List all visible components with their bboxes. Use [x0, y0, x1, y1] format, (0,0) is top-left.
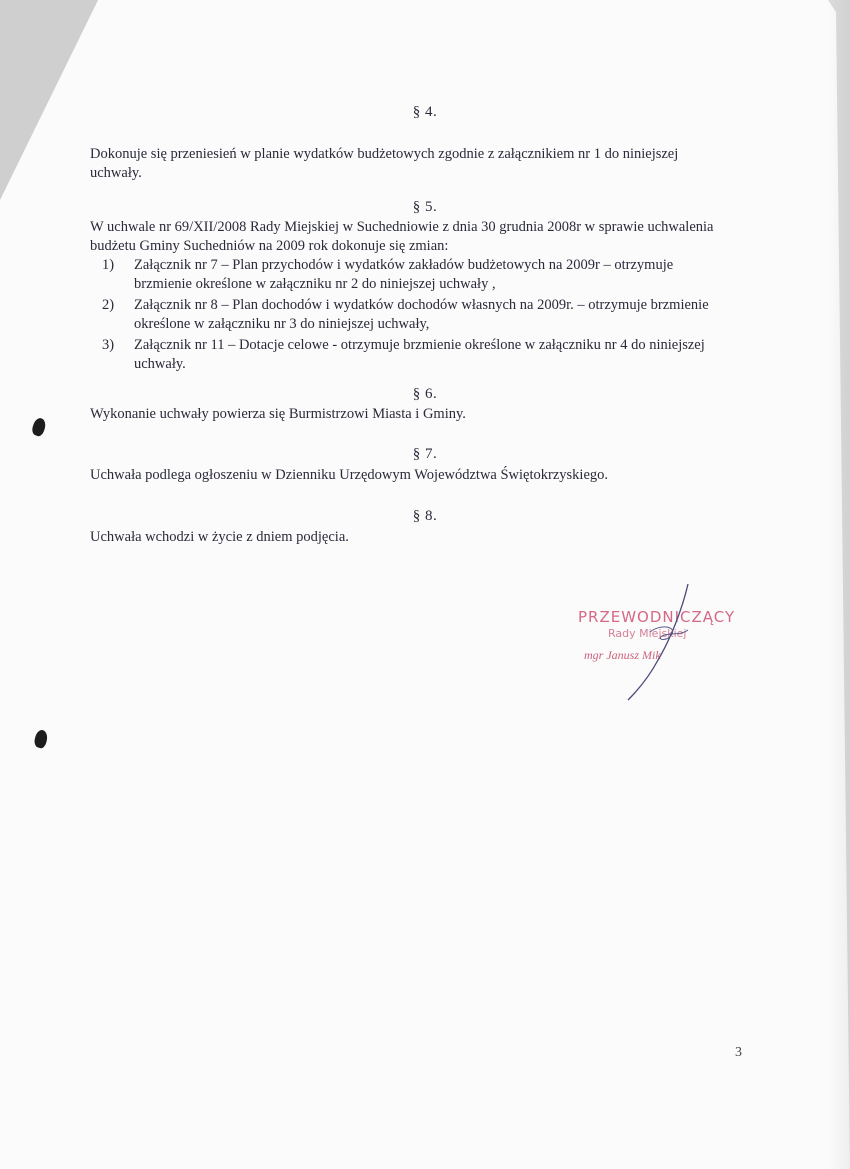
section-8-text: Uchwała wchodzi w życie z dniem podjęcia.: [90, 529, 349, 545]
stamp-title: PRZEWODNICZĄCY: [578, 608, 736, 626]
section-5-text: W uchwale nr 69/XII/2008 Rady Miejskiej w Suchedniowie z dnia 30 grudnia 2008r w sprawie uchwalenia budżetu Gminy Suchedniów na 2009 rok dokonuje się zmian:: [90, 219, 714, 254]
section-4-heading: § 4.: [412, 104, 438, 120]
list-item-text: Załącznik nr 11 – Dotacje celowe - otrzymuje brzmienie określone w załączniku nr 4 do niniejszej uchwały.: [134, 337, 705, 372]
section-7-text: Uchwała podlega ogłoszeniu w Dzienniku Urzędowym Województwa Świętokrzyskiego.: [90, 467, 609, 483]
page-number: 3: [735, 1045, 742, 1060]
section-5-heading: § 5.: [412, 199, 438, 215]
section-7-heading: § 7.: [412, 446, 438, 462]
section-6-heading: § 6.: [412, 386, 438, 402]
list-item-text: Załącznik nr 8 – Plan dochodów i wydatków dochodów własnych na 2009r. – otrzymuje brzmienie określone w załączniku nr 3 do niniejszej uchwały,: [134, 297, 709, 332]
list-item: [102, 296, 722, 334]
list-item-text: Załącznik nr 7 – Plan przychodów i wydatków zakładów budżetowych na 2009r – otrzymuje brzmienie określone w załączniku nr 2 do niniejszej uchwały ,: [134, 257, 674, 292]
section-4-text: Dokonuje się przeniesień w planie wydatków budżetowych zgodnie z załącznikiem nr 1 do niniejszej uchwały.: [90, 146, 679, 181]
section-6-text: Wykonanie uchwały powierza się Burmistrzowi Miasta i Gminy.: [90, 406, 466, 422]
list-item-number: 3): [102, 337, 115, 353]
stamp-name: mgr Janusz Mik: [584, 648, 661, 662]
amendment-list: [102, 256, 722, 376]
section-8-heading: § 8.: [412, 508, 438, 524]
list-item-number: 1): [102, 257, 115, 273]
list-item: [102, 336, 722, 374]
list-item-number: 2): [102, 297, 115, 313]
handwritten-signature: [600, 580, 720, 705]
page-edge-shadow: [828, 0, 850, 1169]
list-item: [102, 256, 722, 294]
stamp-council: Rady Miejskiej: [608, 627, 687, 640]
